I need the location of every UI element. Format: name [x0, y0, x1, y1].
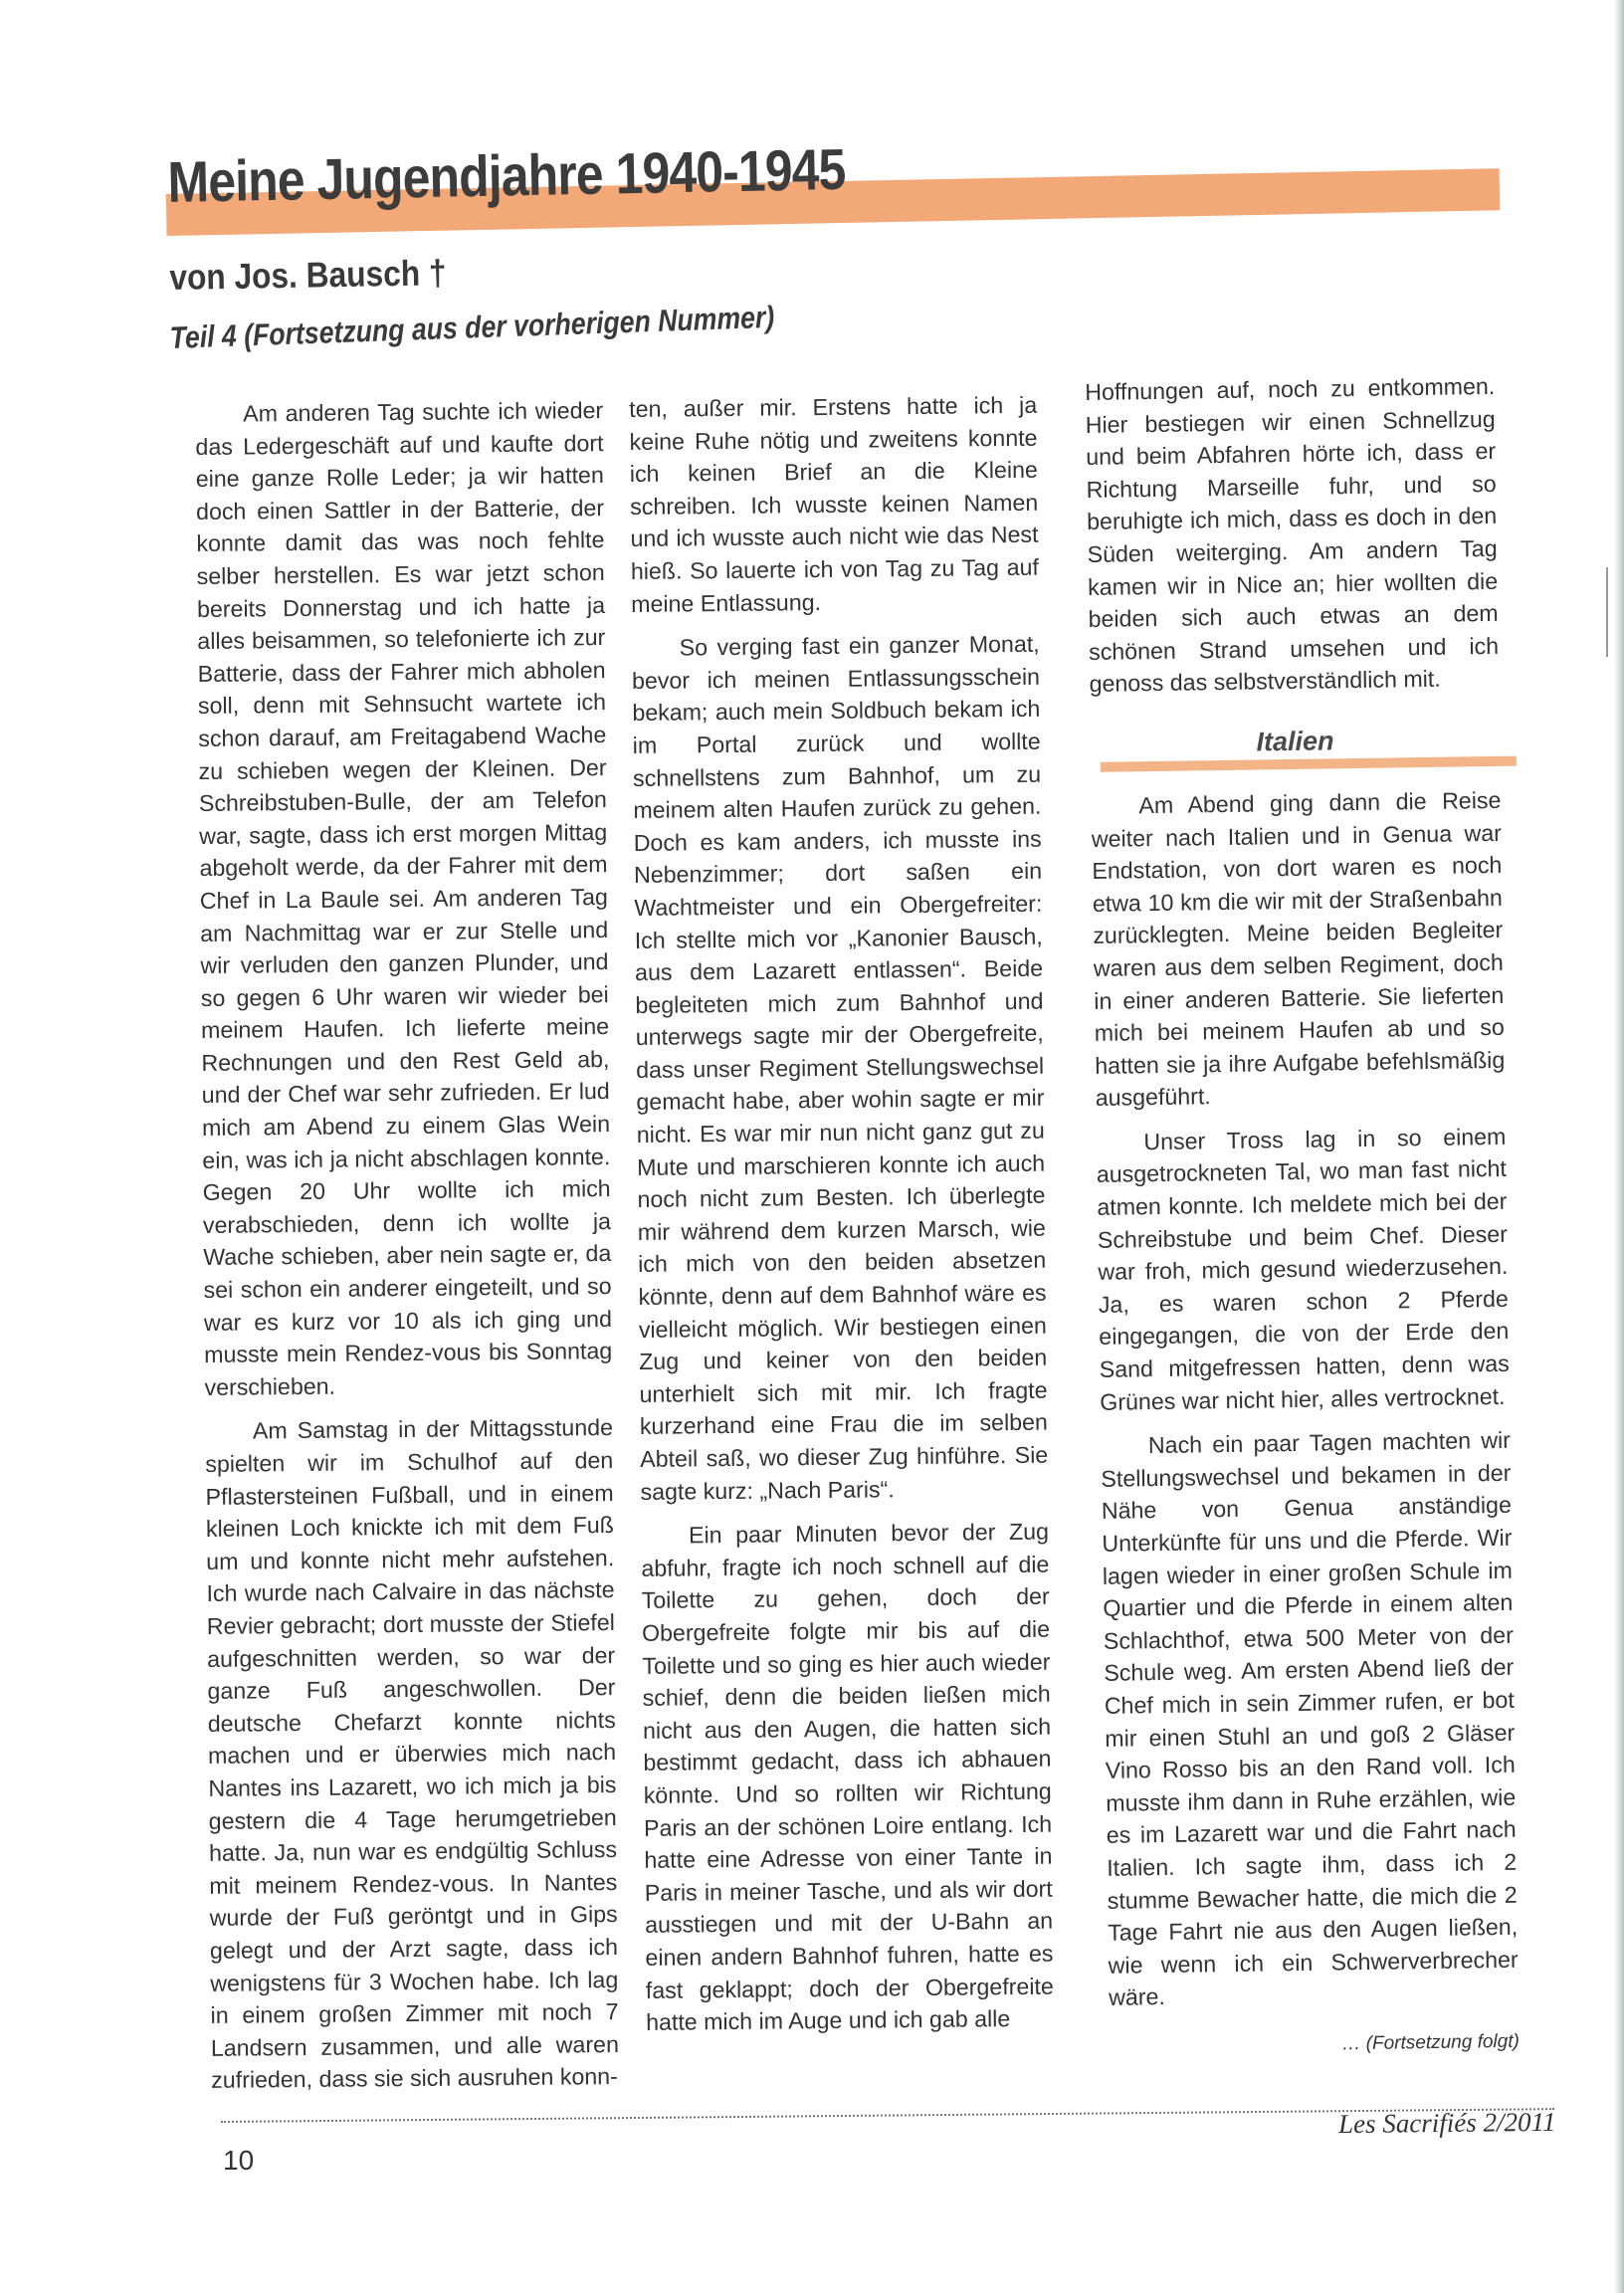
paragraph: ten, außer mir. Erstens hatte ich ja keine Ruhe nötig und zweitens konnte ich keinen Brief an die Kleine schreiben. Ich wusste keinen Namen und ich wusste auch nicht wie das Nest hieß. So lauerte ich von Tag zu Tag auf meine Entlassung.: [629, 391, 1039, 617]
page-number: 10: [223, 2145, 255, 2176]
article-title: Meine Jugendjahre 1940-1945: [166, 136, 847, 215]
title-block: [165, 123, 1501, 259]
paragraph: Am anderen Tag suchte ich wieder das Ledergeschäft auf und kaufte dort eine ganze Rolle Leder; ja wir hatten doch einen Sattler in der Batterie, der konnte damit das was noch fehlte selber herstellen. Es war jetzt schon bereits Donnerstag und ich hatte ja alles beisammen, so telefonierte ich zur Batterie, dass der Fahrer mich abholen soll, denn mit Sehnsucht wartete ich schon darauf, am Freitagabend Wache zu schieben wegen der Kleinen. Der Schreibstuben-Bulle, der am Telefon war, sagte, dass ich erst morgen Mittag abgeholt werde, da der Fahrer mit dem Chef in La Baule sei. Am anderen Tag am Nachmittag war er zur Stelle und wir verluden den ganzen Plunder, und so gegen 6 Uhr waren wir wieder bei meinem Haufen. Ich lieferte meine Rechnungen und den Rest Geld ab, und der Chef war sehr zufrieden. Er lud mich am Abend zu einem Glas Wein ein, was ich ja nicht abschlagen konnte. Gegen 20 Uhr wollte ich mich verabschieden, denn ich wollte ja Wache schieben, aber nein sagte er, da sei schon ein anderer eingeteilt, und so war es kurz vor 10 als ich ging und musste mein Rendez-vous bis Sonntag verschieben.: [195, 397, 613, 1400]
continued-note: … (Fortsetzung folgt): [1341, 2030, 1521, 2055]
paragraph: Nach ein paar Tagen machten wir Stellungswechsel und bekamen in der Nähe von Genua anständige Unterkünfte für uns und die Pferde. Wir lagen wieder in einer großen Schule im Quartier und die Pferde in einem alten Schlachthof, etwa 500 Meter von der Schule weg. Am ersten Abend ließ der Chef mich in sein Zimmer rufen, er bot mir einen Stuhl an und goß 2 Gläser Vino Rosso bis an den Rand voll. Ich musste ihm dann in Ruhe erzählen, wie es im Lazarett war und die Fahrt nach Italien. Ich sagte ihm, dass ich 2 stumme Bewacher hatte, die mich die 2 Tage Fahrt nie aus den Augen ließen, wie wenn ich ein Schwerverbrecher wäre.: [1101, 1426, 1519, 2011]
paragraph: So verging fast ein ganzer Monat, bevor ich meinen Entlassungsschein bekam; auch mein Soldbuch bekam ich im Portal zurück und wollte schnellstens zum Bahnhof, um zu meinem alten Haufen zurück zu gehen. Doch es kam anders, ich musste ins Nebenzimmer; dort saßen ein Wachtmeister und ein Obergefreiter: Ich stellte mich vor „Kanonier Bausch, aus dem Lazarett entlassen“. Beide begleiteten mich zum Bahnhof und unterwegs sagte mir der Obergefreite, dass unser Regiment Stellungswechsel gemacht habe, aber wohin sagte er mir nicht. Es war mir nun nicht ganz gut zu Mute und marschieren konnte ich auch noch nicht zum Besten. Ich überlegte mir während dem kurzen Marsch, wie ich mich von den beiden absetzen könnte, denn auf dem Bahnhof wäre es vielleicht möglich. Wir bestiegen einen Zug und keiner von den beiden unterhielt sich mit mir. Ich fragte kurzerhand eine Frau die im selben Abteil saß, wo dieser Zug hinführe. Sie sagte kurz: „Nach Paris“.: [631, 630, 1049, 1505]
paragraph: Unser Tross lag in so einem ausgetrockneten Tal, wo man fast nicht atmen konnte. Ich meldete mich bei der Schreibstube und beim Chef. Dieser war froh, mich gesund wiederzusehen. Ja, es waren schon 2 Pferde eingegangen, die von der Erde den Sand mitgefressen hatten, denn was Grünes war nicht hier, alles vertrocknet.: [1096, 1123, 1510, 1415]
article-part-subtitle: Teil 4 (Fortsetzung aus der vorherigen Nummer): [169, 299, 775, 355]
section-heading-label: Italien: [1256, 726, 1334, 757]
journal-issue: Les Sacrifiés 2/2011: [1337, 2106, 1556, 2140]
text-column-3: [1085, 370, 1520, 2064]
paragraph: Am Abend ging dann die Reise weiter nach Italien und in Genua war Endstation, von dort waren es noch etwa 10 km die wir mit der Straßenbahn zurücklegten. Meine beiden Begleiter waren aus dem selben Regiment, doch in einer anderen Batterie. Sie lieferten mich bei meinem Haufen ab und so hatten sie ja ihre Aufgabe befehlsmäßig ausgeführt.: [1091, 786, 1506, 1112]
article-author: von Jos. Bausch †: [169, 252, 447, 298]
scan-page-edge: [1614, 0, 1624, 2293]
scan-edge-mark: [1606, 567, 1608, 657]
paragraph: Hoffnungen auf, noch zu entkommen. Hier bestiegen wir einen Schnellzug und beim Abfahren hörte ich, dass er Richtung Marseille fuhr, und so beruhigte ich mich, dass es doch in den Süden weiterging. Am andern Tag kamen wir in Nice an; hier wollten die beiden sich auch etwas an dem schönen Strand umsehen und ich genoss das selbstverständlich mit.: [1085, 372, 1500, 698]
paragraph: Ein paar Minuten bevor der Zug abfuhr, fragte ich noch schnell auf die Toilette zu gehen, doch der Obergefreite folgte mir bis auf die Toilette und so ging es hier auch wieder schief, denn die beiden ließen mich nicht aus den Augen, die hatten sich bestimmt gedacht, dass ich abhauen könnte. Und so rollten wir Richtung Paris an der schönen Loire entlang. Ich hatte eine Adresse von einer Tante in Paris in meiner Tasche, und als wir dort ausstiegen und mit der U-Bahn an einen andern Bahnhof fuhren, hatte es fast geklappt; doch der Obergefreite hatte mich im Auge und ich gab alle: [641, 1518, 1054, 2036]
text-column-2: [629, 389, 1054, 2039]
section-heading: [1090, 723, 1501, 782]
paragraph: Am Samstag in der Mittagsstunde spielten wir im Schulhof auf den Pflastersteinen Fußball, und in einem kleinen Loch knickte ich mit dem Fuß um und konnte nicht mehr aufstehen. Ich wurde nach Calvaire in das nächste Revier gebracht; dort musste der Stiefel aufgeschnitten werden, so war der ganze Fuß angeschwollen. Der deutsche Chefarzt konnte nichts machen und er überwies mich nach Nantes ins Lazarett, wo ich mich ja bis gestern die 4 Tage herumgetrieben hatte. Ja, nun war es endgültig Schluss mit meinem Rendez-vous. In Nantes wurde der Fuß geröntgt und in Gips gelegt und der Arzt sagte, dass ich wenigstens für 3 Wochen habe. Ich lag in einem großen Zimmer mit noch 7 Landsern zusammen, und alle waren zufrieden, dass sie sich ausruhen konn-: [205, 1414, 620, 2094]
text-column-1: [195, 394, 619, 2097]
